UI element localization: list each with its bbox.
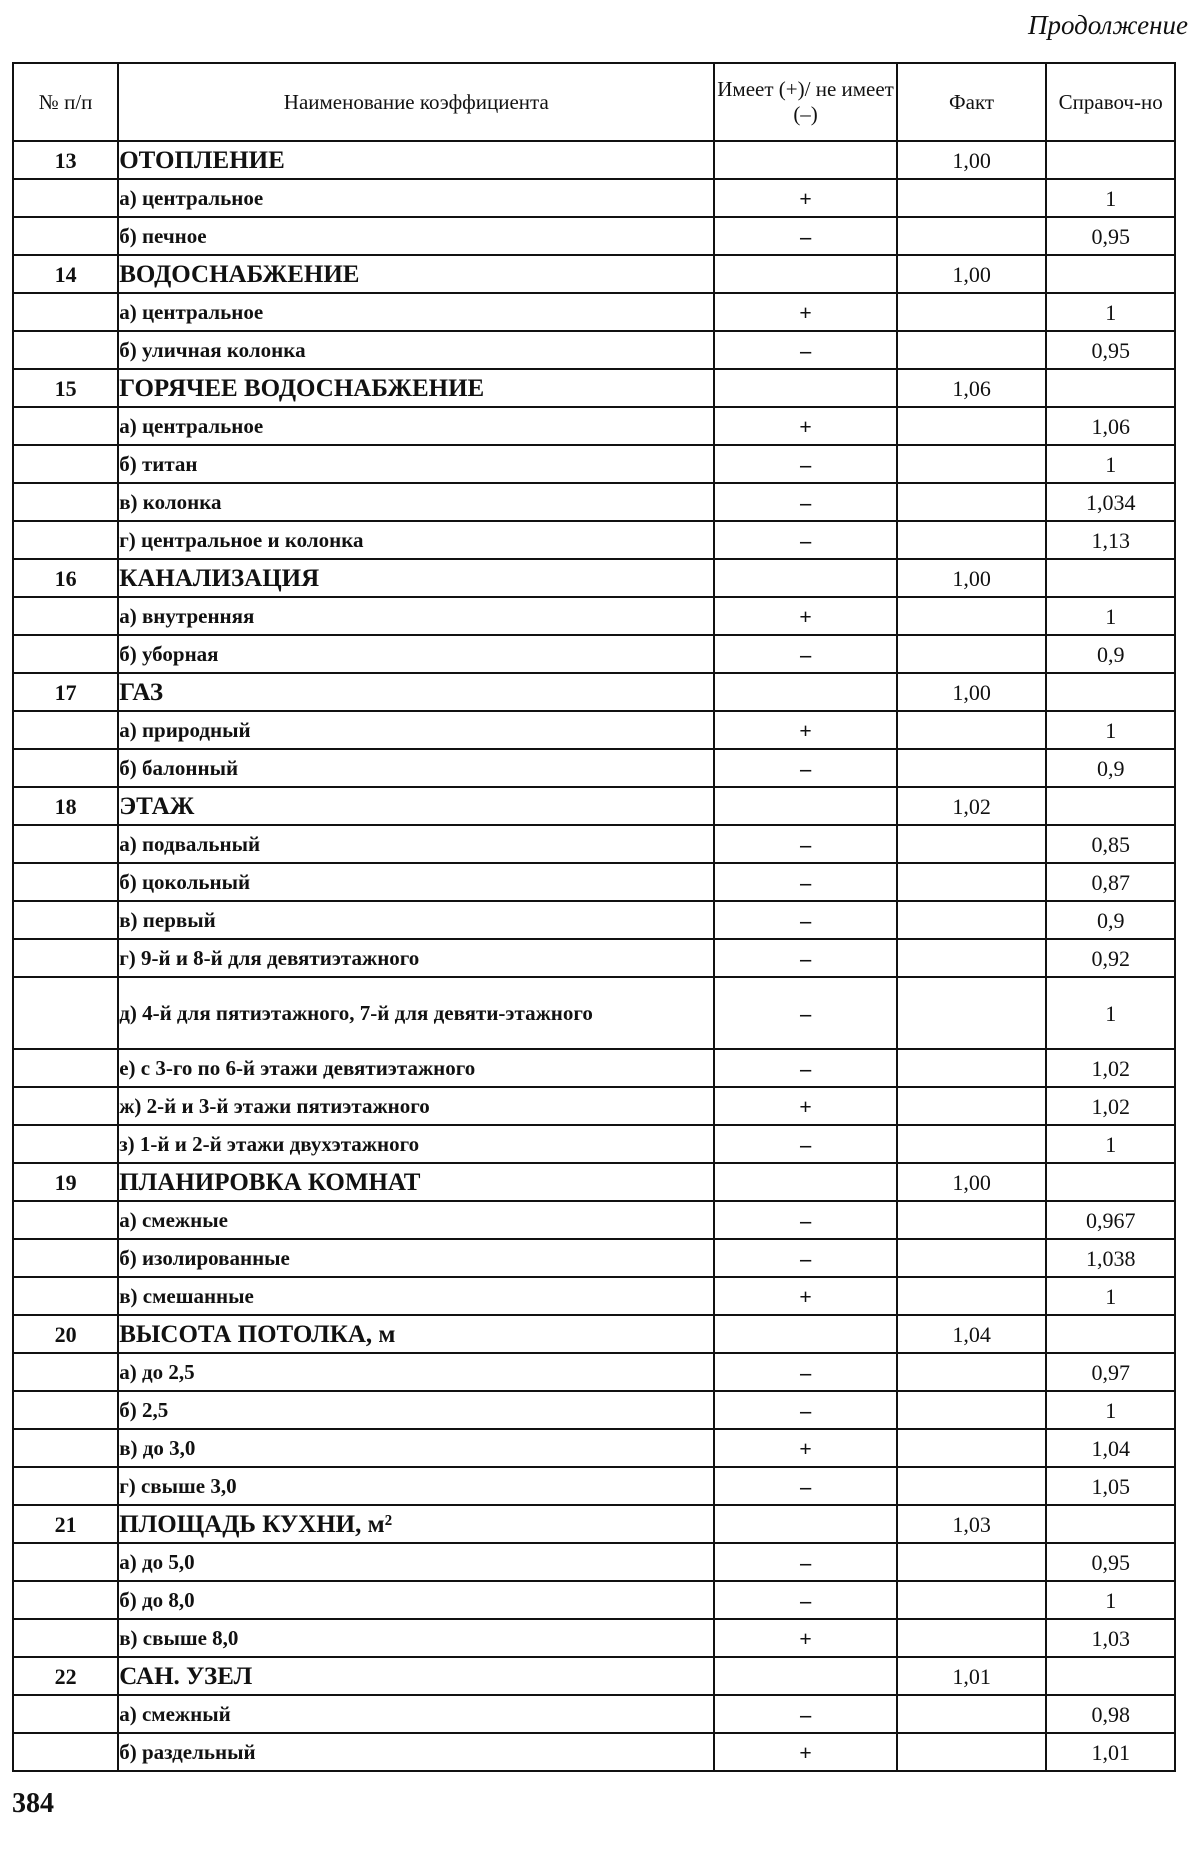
table-row <box>13 901 1175 939</box>
reference-value-cell: 0,95 <box>1046 331 1175 369</box>
reference-value-cell: 1,034 <box>1046 483 1175 521</box>
reference-value-cell: 0,85 <box>1046 825 1175 863</box>
fact-value-cell <box>897 1353 1047 1391</box>
table-section-row <box>13 1505 1175 1543</box>
reference-value-cell: 1 <box>1046 977 1175 1049</box>
presence-cell: – <box>714 977 896 1049</box>
row-number-cell <box>13 483 118 521</box>
row-number-cell <box>13 1695 118 1733</box>
reference-value-cell: 0,9 <box>1046 901 1175 939</box>
row-number-cell <box>13 901 118 939</box>
coefficient-name-cell: б) уличная колонка <box>118 331 714 369</box>
reference-value-cell <box>1046 141 1175 179</box>
row-number-cell <box>13 863 118 901</box>
presence-cell: – <box>714 901 896 939</box>
coefficient-name-cell: ВОДОСНАБЖЕНИЕ <box>118 255 714 293</box>
fact-value-cell: 1,06 <box>897 369 1047 407</box>
table-row <box>13 217 1175 255</box>
coefficient-name-cell: а) центральное <box>118 179 714 217</box>
coefficient-name-cell: б) уборная <box>118 635 714 673</box>
table-row <box>13 749 1175 787</box>
fact-value-cell <box>897 1429 1047 1467</box>
row-number-cell <box>13 749 118 787</box>
fact-value-cell: 1,00 <box>897 559 1047 597</box>
row-number-cell <box>13 825 118 863</box>
presence-cell <box>714 141 896 179</box>
table-section-row <box>13 787 1175 825</box>
presence-cell: – <box>714 1239 896 1277</box>
reference-value-cell <box>1046 1657 1175 1695</box>
presence-cell: + <box>714 1429 896 1467</box>
table-section-row <box>13 673 1175 711</box>
fact-value-cell: 1,02 <box>897 787 1047 825</box>
col-header-reference: Справоч-но <box>1046 63 1175 141</box>
fact-value-cell <box>897 217 1047 255</box>
row-number-cell: 18 <box>13 787 118 825</box>
reference-value-cell: 1,06 <box>1046 407 1175 445</box>
fact-value-cell <box>897 1619 1047 1657</box>
reference-value-cell <box>1046 255 1175 293</box>
presence-cell: – <box>714 635 896 673</box>
coefficient-name-cell: ВЫСОТА ПОТОЛКА, м <box>118 1315 714 1353</box>
presence-cell: + <box>714 1087 896 1125</box>
table-row <box>13 407 1175 445</box>
table-row <box>13 1125 1175 1163</box>
row-number-cell <box>13 1391 118 1429</box>
coefficients-table <box>12 62 1176 1772</box>
table-row <box>13 179 1175 217</box>
presence-cell: – <box>714 1201 896 1239</box>
table-row <box>13 331 1175 369</box>
reference-value-cell: 1 <box>1046 711 1175 749</box>
fact-value-cell <box>897 1543 1047 1581</box>
table-section-row <box>13 559 1175 597</box>
coefficient-name-cell: в) до 3,0 <box>118 1429 714 1467</box>
fact-value-cell <box>897 749 1047 787</box>
reference-value-cell: 0,92 <box>1046 939 1175 977</box>
fact-value-cell <box>897 825 1047 863</box>
coefficient-name-cell: ПЛАНИРОВКА КОМНАТ <box>118 1163 714 1201</box>
col-header-has: Имеет (+)/ не имеет (–) <box>714 63 896 141</box>
presence-cell: – <box>714 521 896 559</box>
presence-cell: – <box>714 1543 896 1581</box>
table-section-row <box>13 369 1175 407</box>
reference-value-cell: 1,038 <box>1046 1239 1175 1277</box>
col-header-fact: Факт <box>897 63 1047 141</box>
table-row <box>13 483 1175 521</box>
row-number-cell <box>13 1543 118 1581</box>
presence-cell: – <box>714 331 896 369</box>
continuation-label: Продолжение <box>1027 10 1188 40</box>
coefficient-name-cell: з) 1-й и 2-й этажи двухэтажного <box>118 1125 714 1163</box>
presence-cell: – <box>714 1125 896 1163</box>
table-row <box>13 1201 1175 1239</box>
fact-value-cell: 1,03 <box>897 1505 1047 1543</box>
coefficient-name-cell: д) 4-й для пятиэтажного, 7-й для девяти-этажного <box>118 977 714 1049</box>
fact-value-cell: 1,01 <box>897 1657 1047 1695</box>
row-number-cell: 22 <box>13 1657 118 1695</box>
coefficient-name-cell: ж) 2-й и 3-й этажи пятиэтажного <box>118 1087 714 1125</box>
fact-value-cell <box>897 635 1047 673</box>
reference-value-cell: 0,95 <box>1046 1543 1175 1581</box>
table-row <box>13 1619 1175 1657</box>
fact-value-cell <box>897 1049 1047 1087</box>
coefficient-name-cell: ПЛОЩАДЬ КУХНИ, м² <box>118 1505 714 1543</box>
fact-value-cell <box>897 977 1047 1049</box>
presence-cell: – <box>714 217 896 255</box>
coefficient-name-cell: ГОРЯЧЕЕ ВОДОСНАБЖЕНИЕ <box>118 369 714 407</box>
coefficient-name-cell: б) 2,5 <box>118 1391 714 1429</box>
header-row <box>13 63 1175 141</box>
fact-value-cell <box>897 521 1047 559</box>
row-number-cell <box>13 293 118 331</box>
presence-cell <box>714 787 896 825</box>
presence-cell: – <box>714 445 896 483</box>
presence-cell: + <box>714 293 896 331</box>
presence-cell: – <box>714 483 896 521</box>
coefficient-name-cell: б) раздельный <box>118 1733 714 1771</box>
reference-value-cell: 0,98 <box>1046 1695 1175 1733</box>
row-number-cell: 14 <box>13 255 118 293</box>
row-number-cell: 13 <box>13 141 118 179</box>
table-row <box>13 1239 1175 1277</box>
row-number-cell <box>13 1125 118 1163</box>
table-header <box>13 63 1175 141</box>
reference-value-cell <box>1046 787 1175 825</box>
row-number-cell <box>13 331 118 369</box>
row-number-cell <box>13 635 118 673</box>
table-section-row <box>13 1657 1175 1695</box>
presence-cell <box>714 1657 896 1695</box>
row-number-cell <box>13 179 118 217</box>
coefficient-name-cell: б) балонный <box>118 749 714 787</box>
reference-value-cell: 0,9 <box>1046 749 1175 787</box>
reference-value-cell: 0,97 <box>1046 1353 1175 1391</box>
coefficient-name-cell: б) титан <box>118 445 714 483</box>
presence-cell: – <box>714 1391 896 1429</box>
table-row <box>13 1733 1175 1771</box>
table-row <box>13 1467 1175 1505</box>
presence-cell: + <box>714 1733 896 1771</box>
row-number-cell <box>13 445 118 483</box>
coefficient-name-cell: ЭТАЖ <box>118 787 714 825</box>
fact-value-cell <box>897 939 1047 977</box>
coefficient-name-cell: а) смежные <box>118 1201 714 1239</box>
coefficient-name-cell: а) центральное <box>118 407 714 445</box>
row-number-cell <box>13 1733 118 1771</box>
fact-value-cell <box>897 1695 1047 1733</box>
reference-value-cell <box>1046 1505 1175 1543</box>
reference-value-cell: 1 <box>1046 1581 1175 1619</box>
row-number-cell: 21 <box>13 1505 118 1543</box>
table-row <box>13 977 1175 1049</box>
coefficient-name-cell: г) центральное и колонка <box>118 521 714 559</box>
coefficient-name-cell: а) до 5,0 <box>118 1543 714 1581</box>
reference-value-cell <box>1046 1315 1175 1353</box>
fact-value-cell <box>897 1733 1047 1771</box>
reference-value-cell: 1,02 <box>1046 1049 1175 1087</box>
table-row <box>13 445 1175 483</box>
fact-value-cell <box>897 597 1047 635</box>
coefficient-name-cell: а) подвальный <box>118 825 714 863</box>
reference-value-cell: 1,03 <box>1046 1619 1175 1657</box>
table-row <box>13 635 1175 673</box>
presence-cell: – <box>714 1695 896 1733</box>
reference-value-cell: 0,87 <box>1046 863 1175 901</box>
presence-cell <box>714 673 896 711</box>
reference-value-cell: 1,04 <box>1046 1429 1175 1467</box>
coefficient-name-cell: б) цокольный <box>118 863 714 901</box>
fact-value-cell <box>897 445 1047 483</box>
table-row <box>13 1087 1175 1125</box>
reference-value-cell <box>1046 559 1175 597</box>
presence-cell: – <box>714 1581 896 1619</box>
presence-cell <box>714 559 896 597</box>
presence-cell <box>714 369 896 407</box>
table-row <box>13 293 1175 331</box>
presence-cell: + <box>714 1619 896 1657</box>
presence-cell: + <box>714 711 896 749</box>
presence-cell: + <box>714 407 896 445</box>
row-number-cell <box>13 1049 118 1087</box>
table-section-row <box>13 141 1175 179</box>
fact-value-cell <box>897 1087 1047 1125</box>
table-row <box>13 1429 1175 1467</box>
presence-cell: – <box>714 749 896 787</box>
presence-cell: – <box>714 939 896 977</box>
row-number-cell <box>13 217 118 255</box>
coefficient-name-cell: в) колонка <box>118 483 714 521</box>
row-number-cell <box>13 1581 118 1619</box>
fact-value-cell: 1,04 <box>897 1315 1047 1353</box>
table-row <box>13 1353 1175 1391</box>
row-number-cell <box>13 1429 118 1467</box>
coefficient-name-cell: в) первый <box>118 901 714 939</box>
reference-value-cell: 1 <box>1046 445 1175 483</box>
row-number-cell <box>13 977 118 1049</box>
coefficient-name-cell: а) до 2,5 <box>118 1353 714 1391</box>
page-number: 384 <box>12 1788 54 1819</box>
table-row <box>13 711 1175 749</box>
fact-value-cell <box>897 1277 1047 1315</box>
coefficient-name-cell: а) смежный <box>118 1695 714 1733</box>
row-number-cell <box>13 711 118 749</box>
reference-value-cell: 1 <box>1046 1391 1175 1429</box>
coefficient-name-cell: в) свыше 8,0 <box>118 1619 714 1657</box>
fact-value-cell <box>897 407 1047 445</box>
coefficient-name-cell: а) центральное <box>118 293 714 331</box>
table-body <box>13 141 1175 1771</box>
fact-value-cell <box>897 863 1047 901</box>
coefficient-name-cell: КАНАЛИЗАЦИЯ <box>118 559 714 597</box>
table-row <box>13 1277 1175 1315</box>
row-number-cell <box>13 407 118 445</box>
table-row <box>13 1049 1175 1087</box>
row-number-cell <box>13 1201 118 1239</box>
reference-value-cell: 1,13 <box>1046 521 1175 559</box>
presence-cell: – <box>714 1049 896 1087</box>
table-row <box>13 825 1175 863</box>
fact-value-cell <box>897 1581 1047 1619</box>
coefficient-name-cell: е) с 3-го по 6-й этажи девятиэтажного <box>118 1049 714 1087</box>
row-number-cell: 17 <box>13 673 118 711</box>
presence-cell: – <box>714 825 896 863</box>
reference-value-cell <box>1046 673 1175 711</box>
row-number-cell <box>13 1239 118 1277</box>
reference-value-cell: 1,05 <box>1046 1467 1175 1505</box>
coefficient-name-cell: б) до 8,0 <box>118 1581 714 1619</box>
table-section-row <box>13 255 1175 293</box>
presence-cell: + <box>714 1277 896 1315</box>
reference-value-cell: 1 <box>1046 293 1175 331</box>
row-number-cell <box>13 521 118 559</box>
table-row <box>13 1543 1175 1581</box>
reference-value-cell: 0,967 <box>1046 1201 1175 1239</box>
fact-value-cell <box>897 1239 1047 1277</box>
presence-cell: + <box>714 179 896 217</box>
table-row <box>13 1695 1175 1733</box>
presence-cell <box>714 1315 896 1353</box>
coefficient-name-cell: а) природный <box>118 711 714 749</box>
row-number-cell: 20 <box>13 1315 118 1353</box>
fact-value-cell: 1,00 <box>897 255 1047 293</box>
table-row <box>13 1581 1175 1619</box>
reference-value-cell: 1,01 <box>1046 1733 1175 1771</box>
fact-value-cell <box>897 901 1047 939</box>
row-number-cell <box>13 1353 118 1391</box>
table-row <box>13 939 1175 977</box>
row-number-cell <box>13 1277 118 1315</box>
coefficient-name-cell: г) свыше 3,0 <box>118 1467 714 1505</box>
row-number-cell: 19 <box>13 1163 118 1201</box>
coefficient-name-cell: б) изолированные <box>118 1239 714 1277</box>
reference-value-cell <box>1046 369 1175 407</box>
coefficient-name-cell: в) смешанные <box>118 1277 714 1315</box>
fact-value-cell: 1,00 <box>897 673 1047 711</box>
table-section-row <box>13 1163 1175 1201</box>
reference-value-cell: 0,95 <box>1046 217 1175 255</box>
fact-value-cell <box>897 1201 1047 1239</box>
fact-value-cell <box>897 483 1047 521</box>
reference-value-cell: 1 <box>1046 597 1175 635</box>
fact-value-cell: 1,00 <box>897 141 1047 179</box>
row-number-cell <box>13 1619 118 1657</box>
row-number-cell: 15 <box>13 369 118 407</box>
fact-value-cell <box>897 1125 1047 1163</box>
row-number-cell <box>13 597 118 635</box>
row-number-cell <box>13 1087 118 1125</box>
reference-value-cell <box>1046 1163 1175 1201</box>
table-row <box>13 521 1175 559</box>
table-row <box>13 863 1175 901</box>
coefficient-name-cell: ГАЗ <box>118 673 714 711</box>
reference-value-cell: 1,02 <box>1046 1087 1175 1125</box>
row-number-cell <box>13 1467 118 1505</box>
fact-value-cell <box>897 711 1047 749</box>
presence-cell: + <box>714 597 896 635</box>
coefficient-name-cell: г) 9-й и 8-й для девятиэтажного <box>118 939 714 977</box>
coefficient-name-cell: САН. УЗЕЛ <box>118 1657 714 1695</box>
fact-value-cell <box>897 179 1047 217</box>
table-row <box>13 597 1175 635</box>
presence-cell: – <box>714 1467 896 1505</box>
reference-value-cell: 1 <box>1046 1277 1175 1315</box>
reference-value-cell: 1 <box>1046 1125 1175 1163</box>
col-header-name: Наименование коэффициента <box>118 63 714 141</box>
table-section-row <box>13 1315 1175 1353</box>
coefficient-name-cell: б) печное <box>118 217 714 255</box>
presence-cell: – <box>714 863 896 901</box>
fact-value-cell <box>897 1467 1047 1505</box>
col-header-number: № п/п <box>13 63 118 141</box>
reference-value-cell: 0,9 <box>1046 635 1175 673</box>
presence-cell: – <box>714 1353 896 1391</box>
table-row <box>13 1391 1175 1429</box>
reference-value-cell: 1 <box>1046 179 1175 217</box>
row-number-cell <box>13 939 118 977</box>
coefficient-name-cell: а) внутренняя <box>118 597 714 635</box>
row-number-cell: 16 <box>13 559 118 597</box>
fact-value-cell: 1,00 <box>897 1163 1047 1201</box>
fact-value-cell <box>897 1391 1047 1429</box>
presence-cell <box>714 1163 896 1201</box>
coefficient-name-cell: ОТОПЛЕНИЕ <box>118 141 714 179</box>
presence-cell <box>714 255 896 293</box>
fact-value-cell <box>897 331 1047 369</box>
fact-value-cell <box>897 293 1047 331</box>
presence-cell <box>714 1505 896 1543</box>
